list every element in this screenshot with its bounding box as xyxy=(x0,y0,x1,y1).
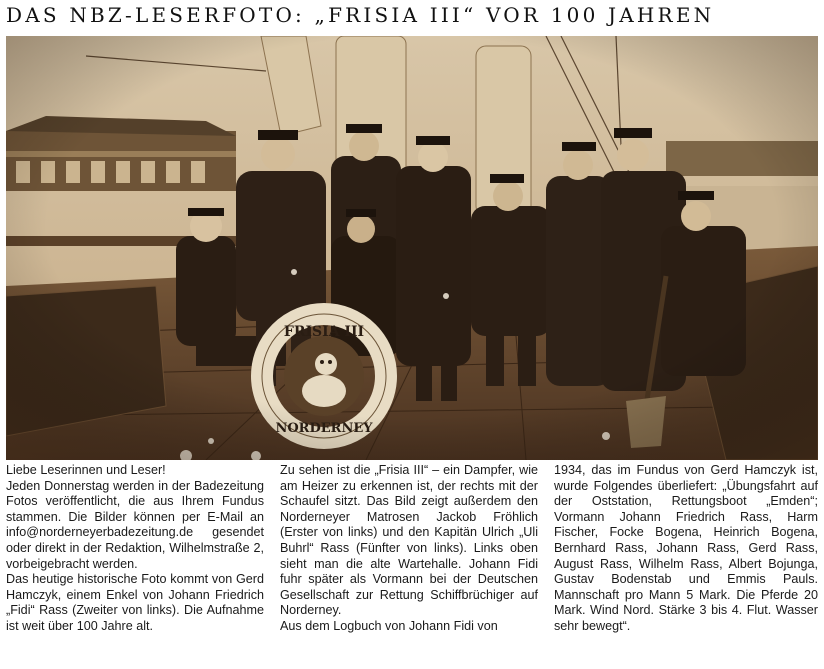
paragraph: Aus dem Logbuch von Johann Fidi von xyxy=(280,618,498,633)
article-body xyxy=(6,463,818,669)
paragraph: Jeden Donnerstag werden in der Badezeitung Fotos veröffentlicht, die aus Ihrem Fundus stammen. Die Bilder können per E-Mail an info@norderneyerbadezeitung.de gesendet oder direkt in der Redaktion, Wilhelmstraße 2, vorbeigebracht werden. xyxy=(6,478,264,571)
article-column-1 xyxy=(6,463,264,635)
article-column-3 xyxy=(554,463,818,635)
greeting: Liebe Leserinnen und Leser! xyxy=(6,463,166,477)
headline: DAS NBZ-LESERFOTO: „FRISIA III“ VOR 100 JAHREN xyxy=(6,3,715,27)
paragraph: Zu sehen ist die „Frisia III“ – ein Dampfer, wie am Heizer zu erkennen ist, der rechts mit der Schaufel sitzt. Das Bild zeigt außerdem den Norderneyer Matrosen Jackob Fröhlich (Erster von links) und den Kapitän Ulrich „Uli Buhrl“ Rass (Fünfter von links). Links oben sieht man die alte Wartehalle. Johann Fidi fuhr später als Vormann bei der Deutschen Gesellschaft zur Rettung Schiffbrüchiger auf Norderney. xyxy=(280,463,538,618)
paragraph: 1934, das im Fundus von Gerd Hamczyk ist, wurde Folgendes überliefert: „Übungsfahrt auf der Oststation, Rettungsboot „Emden“; Vormann Johann Friedrich Rass, Harm Fischer, Focke Bogena, Heinrich Bogena, Bernhard Rass, Johann Rass, Gerd Rass, August Rass, Wilhelm Rass, Albert Bojunga, Gustav Bodenstab und Emmis Pauls. Mannschaft pro Mann 5 Mark. Die Pferde 20 Mark. Wind Nord. Stärke 3 bis 4. Flut. Wasser sehr bewegt“. xyxy=(554,463,818,633)
article-column-2 xyxy=(280,463,538,635)
ship-crew-photo xyxy=(6,36,818,460)
paragraph: Das heutige historische Foto kommt von Gerd Hamczyk, einem Enkel von Johann Friedrich „Fidi“ Rass (Zweiter von links). Die Aufnahme ist weit über 100 Jahre alt. xyxy=(6,572,264,633)
historic-photo xyxy=(6,36,818,460)
